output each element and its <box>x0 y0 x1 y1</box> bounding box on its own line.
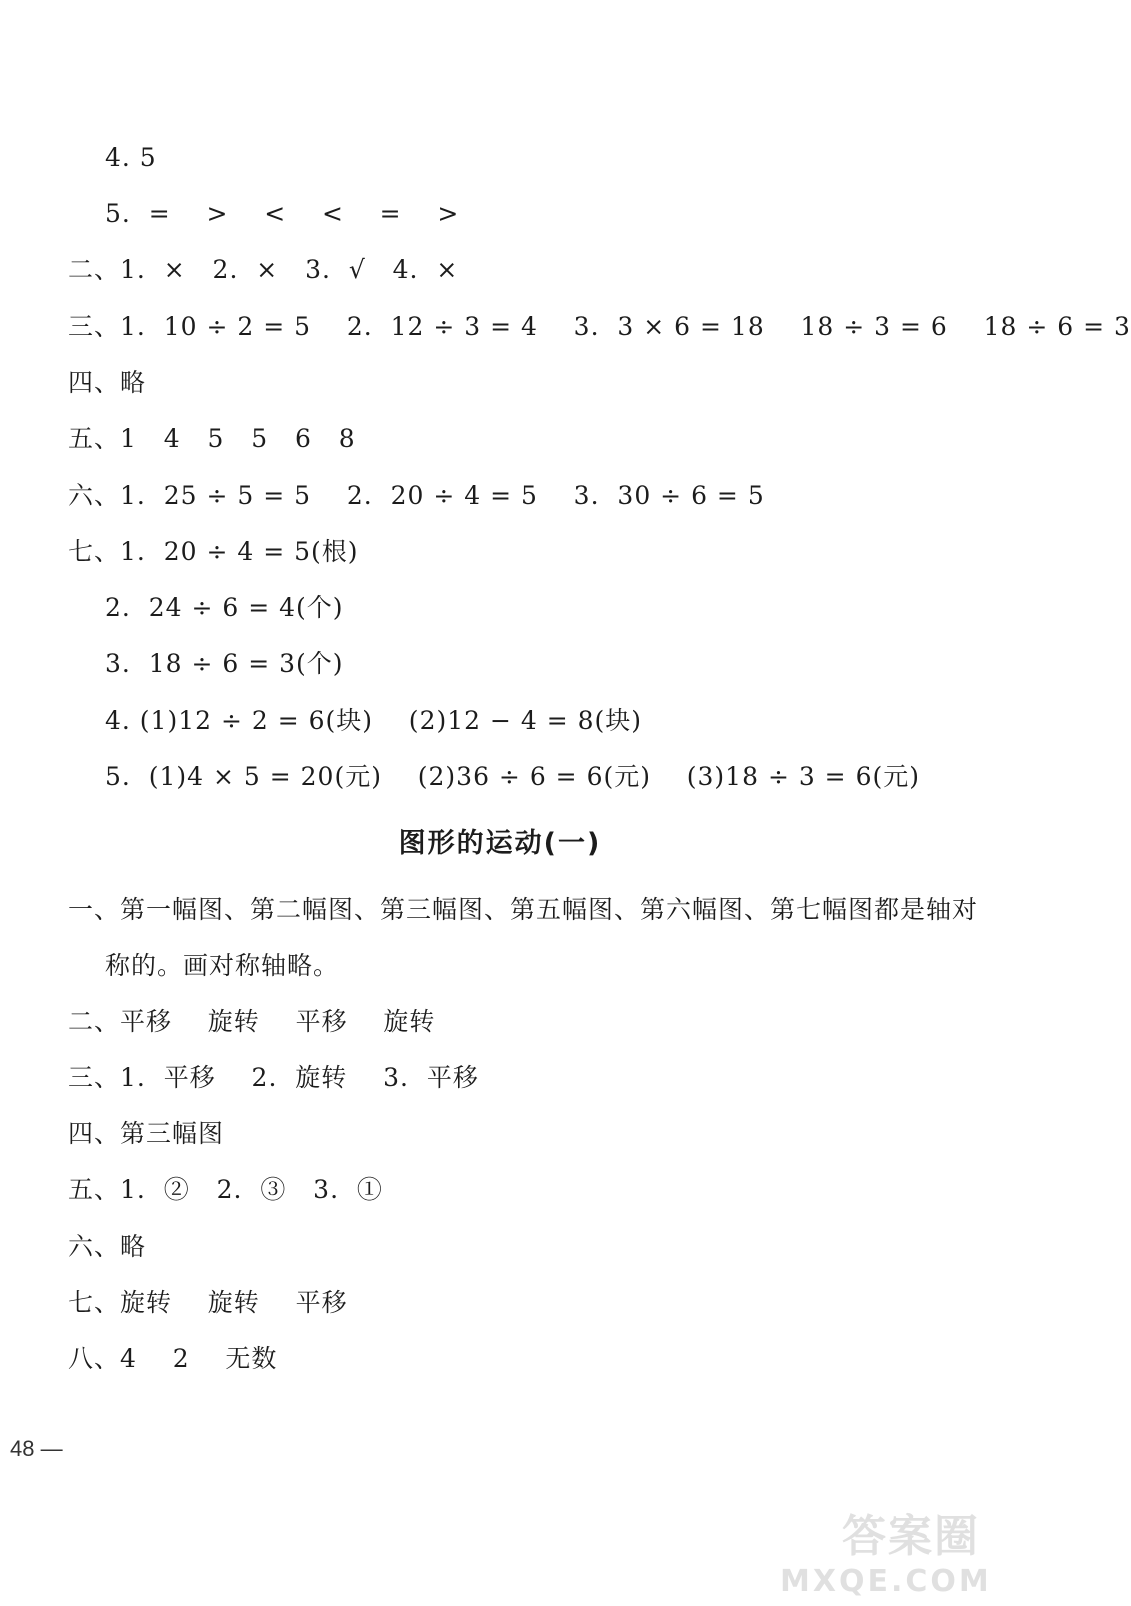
watermark-logo <box>780 1500 992 1600</box>
answer-line: 一、第一幅图、第二幅图、第三幅图、第五幅图、第六幅图、第七幅图都是轴对 <box>68 895 979 924</box>
answer-line: 五、1 4 5 5 6 8 <box>68 424 356 453</box>
answer-line: 5. (1)4 × 5 = 20(元) (2)36 ÷ 6 = 6(元) (3)18 ÷ 3 = 6(元) <box>105 762 920 791</box>
answer-line: 七、旋转 旋转 平移 <box>68 1288 348 1317</box>
answer-line: 六、1. 25 ÷ 5 = 5 2. 20 ÷ 4 = 5 3. 30 ÷ 6 = 5 <box>68 481 765 510</box>
answer-line: 3. 18 ÷ 6 = 3(个) <box>105 649 344 678</box>
answer-line: 四、第三幅图 <box>68 1119 225 1148</box>
section-title: 图形的运动(一) <box>398 828 602 859</box>
answer-line: 称的。画对称轴略。 <box>105 951 340 980</box>
answer-line: 5. = > < < = > <box>105 199 460 228</box>
answer-line: 4. (1)12 ÷ 2 = 6(块) (2)12 − 4 = 8(块) <box>105 706 643 735</box>
answer-line: 二、1. × 2. × 3. √ 4. × <box>68 255 459 284</box>
page-number: 48 — <box>10 1436 63 1461</box>
answer-line: 七、1. 20 ÷ 4 = 5(根) <box>68 537 359 566</box>
watermark-bottom-text: MXQE.COM <box>780 1564 992 1599</box>
answer-line: 五、1. ② 2. ③ 3. ① <box>68 1175 383 1204</box>
answer-line: 二、平移 旋转 平移 旋转 <box>68 1007 436 1036</box>
watermark-top-text: 答案圈 <box>842 1511 980 1562</box>
answer-line: 4. 5 <box>105 143 157 172</box>
answer-line: 八、4 2 无数 <box>68 1344 278 1373</box>
answer-line: 四、略 <box>68 368 147 397</box>
answer-line: 六、略 <box>68 1232 147 1261</box>
answer-line: 三、1. 平移 2. 旋转 3. 平移 <box>68 1063 479 1092</box>
answer-line: 2. 24 ÷ 6 = 4(个) <box>105 593 344 622</box>
answer-line: 三、1. 10 ÷ 2 = 5 2. 12 ÷ 3 = 4 3. 3 × 6 = 18 18 ÷ 3 = 6 18 ÷ 6 = 3 <box>68 312 1131 341</box>
